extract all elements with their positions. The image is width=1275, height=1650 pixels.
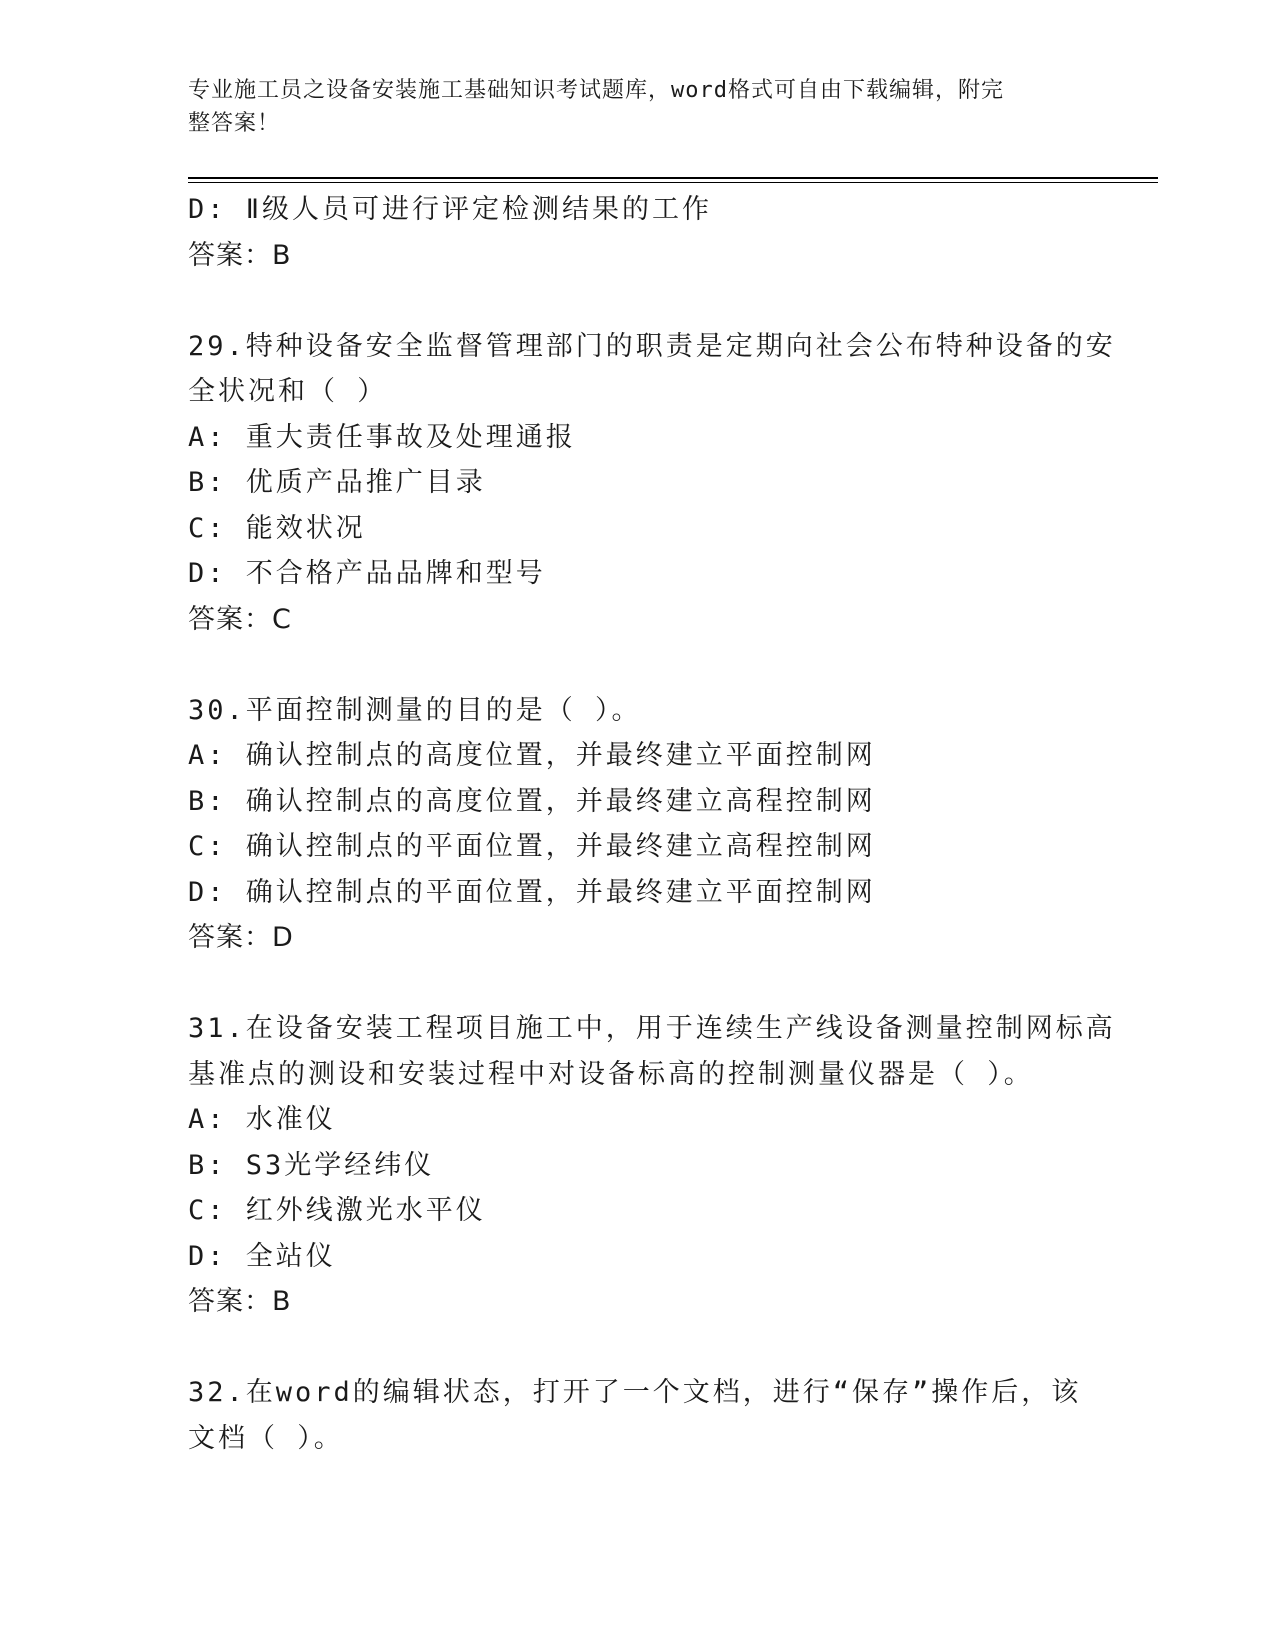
document-header [188,74,1068,140]
prev-option-d: D: Ⅱ级人员可进行评定检测结果的工作 [188,194,713,225]
header-line-2: 整答案！ [188,111,281,136]
option-c: C: 能效状况 [188,512,366,544]
spacer [188,642,1088,688]
spacer [188,1325,1088,1371]
header-rule-thick [188,177,1158,179]
option-d: D: 不合格产品品牌和型号 [188,558,546,589]
question-29 [188,324,1116,643]
option-b: B: S3光学经纬仪 [188,1149,435,1181]
option-d: D: 确认控制点的平面位置，并最终建立平面控制网 [188,876,876,908]
header-rule-thin [188,182,1158,183]
question-stem-line: 文档（ ）。 [188,1422,344,1454]
option-b: B: 优质产品推广目录 [188,467,486,498]
question-stem-line: 32.在word的编辑状态，打开了一个文档，进行“保存”操作后，该 [188,1377,1082,1408]
question-stem-line: 29.特种设备安全监督管理部门的职责是定期向社会公布特种设备的安 [188,330,1116,362]
question-list [188,187,1116,1461]
question-30 [188,688,1088,961]
option-c: C: 确认控制点的平面位置，并最终建立高程控制网 [188,831,876,862]
question-stem-line: 全状况和（ ） [188,376,388,407]
question-stem-line: 基准点的测设和安装过程中对设备标高的控制测量仪器是（ ）。 [188,1058,1034,1090]
question-32 [188,1370,1088,1461]
answer: 答案：D [188,922,294,953]
option-a: A: 重大责任事故及处理通报 [188,421,576,453]
question-31 [188,1006,1116,1325]
answer: 答案：C [188,603,292,635]
question-stem-line: 30.平面控制测量的目的是（ ）。 [188,694,642,726]
spacer [188,961,1088,1007]
option-b: B: 确认控制点的高度位置，并最终建立高程控制网 [188,785,876,817]
option-c: C: 红外线激光水平仪 [188,1195,486,1226]
option-a: A: 水准仪 [188,1104,336,1135]
header-line-1: 专业施工员之设备安装施工基础知识考试题库，word格式可自由下载编辑，附完 [188,78,1004,103]
option-d: D: 全站仪 [188,1240,336,1272]
answer: 答案：B [188,1286,292,1317]
prev-answer: 答案：B [188,239,292,271]
question-stem-line: 31.在设备安装工程项目施工中，用于连续生产线设备测量控制网标高 [188,1013,1116,1044]
option-a: A: 确认控制点的高度位置，并最终建立平面控制网 [188,740,876,771]
spacer [188,278,1088,324]
